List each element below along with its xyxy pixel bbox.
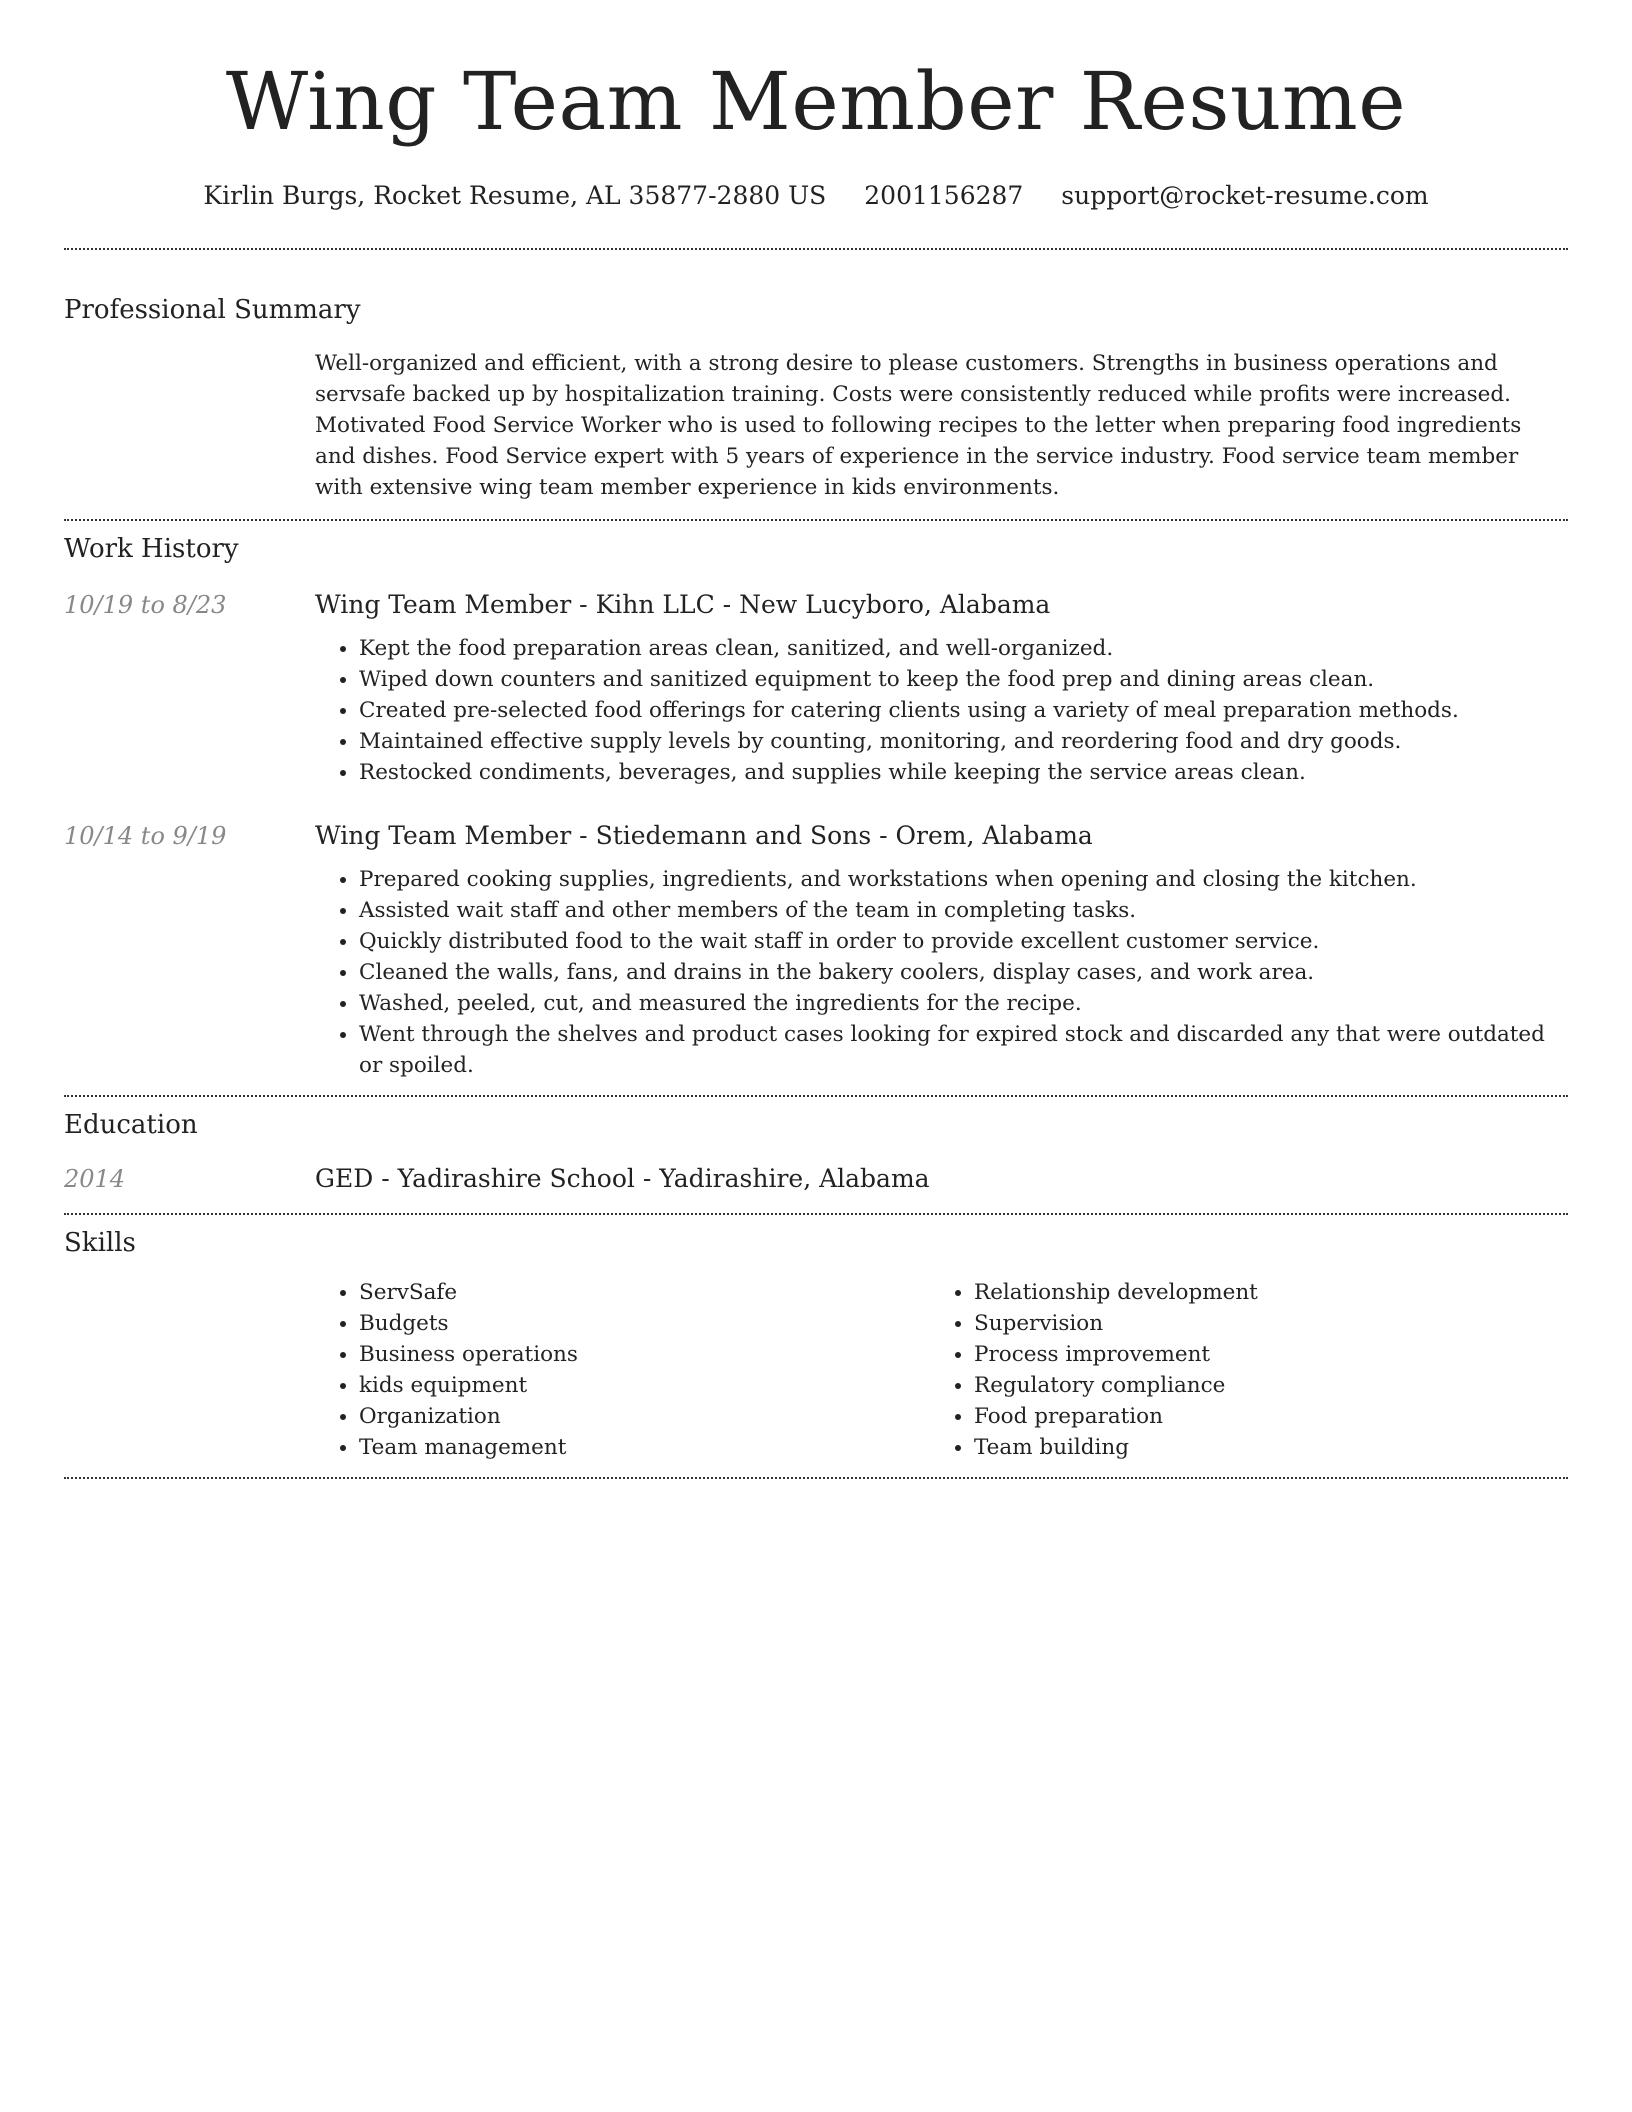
skill-item: • Food preparation [974, 1401, 1545, 1432]
list-item: • Maintained effective supply levels by counting, monitoring, and reordering food and dry goods. [359, 726, 1568, 757]
section-title-summary: Professional Summary [64, 295, 361, 325]
skill-item: • ServSafe [359, 1277, 930, 1308]
skill-item: • Team building [974, 1432, 1545, 1463]
list-item: • Assisted wait staff and other members of the team in completing tasks. [359, 895, 1568, 926]
section-title-skills: Skills [64, 1228, 136, 1258]
list-item: • Cleaned the walls, fans, and drains in the bakery coolers, display cases, and work area. [359, 957, 1568, 988]
job-bullets [315, 633, 1568, 788]
list-item: • Wiped down counters and sanitized equipment to keep the food prep and dining areas clean. [359, 664, 1568, 695]
education-year: 2014 [64, 1165, 126, 1193]
skills-column-left [315, 1277, 930, 1463]
skill-item: • Organization [359, 1401, 930, 1432]
section-title-work-history: Work History [64, 534, 239, 564]
list-item: • Restocked condiments, beverages, and supplies while keeping the service areas clean. [359, 757, 1568, 788]
skill-item: • Team management [359, 1432, 930, 1463]
skill-item: • Regulatory compliance [974, 1370, 1545, 1401]
list-item: • Kept the food preparation areas clean, sanitized, and well-organized. [359, 633, 1568, 664]
divider [64, 519, 1568, 521]
skills-column-right [930, 1277, 1545, 1463]
skill-item: • Budgets [359, 1308, 930, 1339]
skill-item: • Business operations [359, 1339, 930, 1370]
divider [64, 1477, 1568, 1479]
job-title: Wing Team Member - Stiedemann and Sons - Orem, Alabama [315, 821, 1093, 850]
contact-address: Kirlin Burgs, Rocket Resume, AL 35877-2880 US [203, 181, 827, 210]
divider [64, 248, 1568, 250]
list-item: • Went through the shelves and product cases looking for expired stock and discarded any that were outdated or spoiled. [359, 1019, 1568, 1081]
education-degree: GED - Yadirashire School - Yadirashire, Alabama [315, 1164, 930, 1193]
divider [64, 1213, 1568, 1215]
list-item: • Prepared cooking supplies, ingredients, and workstations when opening and closing the kitchen. [359, 864, 1568, 895]
job-dates: 10/14 to 9/19 [64, 822, 227, 850]
job-body [315, 818, 1568, 1081]
contact-phone: 2001156287 [864, 181, 1024, 210]
skills-list [315, 1277, 1568, 1463]
skill-item: • Relationship development [974, 1277, 1545, 1308]
resume-title: Wing Team Member Resume [225, 55, 1407, 148]
skill-item: • Supervision [974, 1308, 1545, 1339]
job-title: Wing Team Member - Kihn LLC - New Lucyboro, Alabama [315, 590, 1051, 619]
list-item: • Created pre-selected food offerings for catering clients using a variety of meal preparation methods. [359, 695, 1568, 726]
job-dates: 10/19 to 8/23 [64, 591, 227, 619]
job-body [315, 587, 1568, 788]
list-item: • Quickly distributed food to the wait staff in order to provide excellent customer service. [359, 926, 1568, 957]
contact-line [64, 178, 1568, 214]
section-title-education: Education [64, 1110, 198, 1140]
education-body [315, 1161, 1568, 1197]
education-entry [64, 1161, 1568, 1197]
skill-item: • kids equipment [359, 1370, 930, 1401]
summary-text: Well-organized and efficient, with a strong desire to please customers. Strengths in business operations and servsafe backed up by hospitalization training. Costs were consistently reduced while profits were increased. Motivated Food Service Worker who is used to following recipes to the letter when preparing food ingredients and dishes. Food Service expert with 5 years of experience in the service industry. Food service team member with extensive wing team member experience in kids environments. [315, 351, 1522, 500]
job-bullets [315, 864, 1568, 1081]
job-entry [64, 587, 1568, 788]
skill-item: • Process improvement [974, 1339, 1545, 1370]
job-entry [64, 818, 1568, 1081]
contact-email: support@rocket-resume.com [1061, 181, 1429, 210]
list-item: • Washed, peeled, cut, and measured the ingredients for the recipe. [359, 988, 1568, 1019]
divider [64, 1095, 1568, 1097]
